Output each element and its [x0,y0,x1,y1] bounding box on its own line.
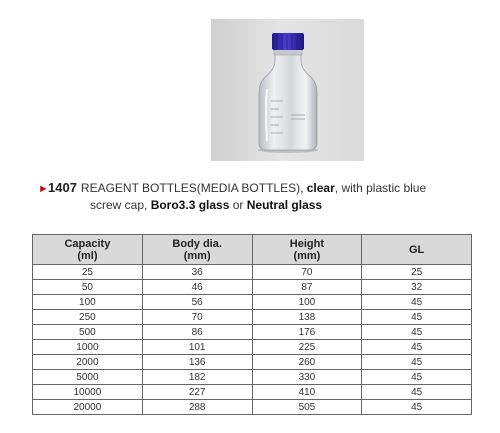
cell-capacity: 25 [33,265,143,280]
cell-capacity: 500 [33,325,143,340]
line2-bold-boro: Boro3.3 glass [150,198,230,212]
cell-gl: 45 [362,400,472,415]
header-capacity: Capacity (ml) [33,235,143,265]
cell-capacity: 250 [33,310,143,325]
cell-height: 330 [252,370,362,385]
line2-text-or: or [229,198,247,212]
spec-table [32,234,472,415]
cell-height: 87 [252,280,362,295]
cell-gl: 45 [362,340,472,355]
cell-body-dia: 101 [142,340,252,355]
cell-height: 176 [252,325,362,340]
cell-gl: 32 [362,280,472,295]
cell-capacity: 5000 [33,370,143,385]
reagent-bottle-image [211,19,364,161]
table-row [33,310,472,325]
cell-gl: 45 [362,355,472,370]
cell-capacity: 20000 [33,400,143,415]
cell-capacity: 2000 [33,355,143,370]
product-desc-line2 [38,197,488,213]
header-body-dia: Body dia. (mm) [142,235,252,265]
cell-body-dia: 288 [142,400,252,415]
cell-capacity: 1000 [33,340,143,355]
cell-gl: 45 [362,370,472,385]
header-gl: GL [362,235,472,265]
cell-body-dia: 36 [142,265,252,280]
cell-body-dia: 70 [142,310,252,325]
product-desc-text: REAGENT BOTTLES(MEDIA BOTTLES), [80,181,307,195]
table-row [33,280,472,295]
table-row [33,355,472,370]
product-photo [211,19,364,161]
cell-gl: 45 [362,325,472,340]
cell-body-dia: 182 [142,370,252,385]
table-row [33,400,472,415]
cell-body-dia: 227 [142,385,252,400]
cell-gl: 45 [362,310,472,325]
table-header-row [33,235,472,265]
cell-gl: 45 [362,295,472,310]
cell-height: 138 [252,310,362,325]
product-heading [38,180,488,213]
cell-gl: 25 [362,265,472,280]
table-row [33,370,472,385]
line2-text-1: screw cap, [90,198,151,212]
cell-height: 505 [252,400,362,415]
cell-body-dia: 136 [142,355,252,370]
line2-bold-neutral: Neutral glass [246,198,323,212]
cell-height: 410 [252,385,362,400]
table-row [33,385,472,400]
table-row [33,295,472,310]
cell-height: 70 [252,265,362,280]
cell-height: 260 [252,355,362,370]
table-row [33,325,472,340]
cell-capacity: 100 [33,295,143,310]
table-row [33,265,472,280]
cell-body-dia: 86 [142,325,252,340]
product-desc-text-2: , with plastic blue [334,181,427,195]
header-height: Height (mm) [252,235,362,265]
product-desc-bold-clear: clear [306,181,335,195]
cell-capacity: 10000 [33,385,143,400]
cell-height: 225 [252,340,362,355]
cell-body-dia: 56 [142,295,252,310]
triangle-bullet-icon: ► [38,183,49,195]
cell-capacity: 50 [33,280,143,295]
cell-gl: 45 [362,385,472,400]
cell-body-dia: 46 [142,280,252,295]
product-code: 1407 [48,180,77,195]
table-row [33,340,472,355]
cell-height: 100 [252,295,362,310]
